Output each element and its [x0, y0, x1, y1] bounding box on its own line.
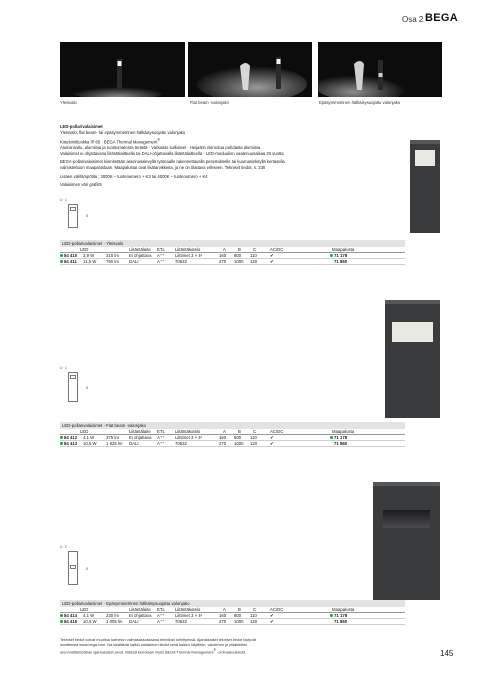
description-title: LED-pollarivalaisimet: [60, 124, 103, 129]
description-color-temp: Lisäen värilämpötila : 3000K – tuotenumero + K3 tai 4000K – tuotenumero + K4: [60, 173, 208, 179]
table-row: 84 414 4,1 W 230 lm Ei ohjattava A⁺⁺ Liittimet 3 × 4² 160 800 110 ✔ 71 178: [60, 613, 405, 619]
photo-general-light: [60, 42, 185, 97]
table-title: LED-pollarivalaisimet · Epäsymmetrinen hälkäisysuojattu valonjako: [60, 600, 405, 607]
photo-asymmetric: [318, 42, 442, 97]
table-header-row: LED Liitäntälaite ETL Liitäntäkotelo A B C AC/DC Maapalusta: [60, 247, 405, 253]
description-material: Alumiinivalu, alumiinia ja ruostumatonta terästä · Varkaisto sulkuteel · Heijastin ekirootua puhdasta alumiinia: [60, 145, 261, 151]
table-row: 84 415 10,5 W 1 005 lm DALI A⁺⁺ 70632 270 1000 120 ✔ 71 860: [60, 619, 405, 625]
table-row: 84 412 4,1 W 375 lm Ei ohjattava A⁺⁺ Liittimet 3 × 4² 160 800 110 ✔ 71 178: [60, 435, 405, 441]
description-line: Valaisimet ei ohjattavana liitäntälaitteella tai DALI-ohjattavalla liitäntälaitteella · LED-moduulien vaatenuusaikaa 20 vuotta: [60, 150, 284, 156]
photo-caption: Yleisvalo: [60, 100, 77, 105]
description-thermal: Kotelointiluokka IP 65 · BEGA Thermal Management®: [60, 138, 160, 145]
table-row: 84 411 11,5 W 790 lm DALI A⁺⁺ 70632 270 1000 120 ✔ 71 860: [60, 259, 405, 265]
table-header-row: LED Liitäntälaite ETL Liitäntäkotelo A B C AC/DC Maapalusta: [60, 429, 405, 435]
product-image-general: [410, 140, 440, 233]
product-image-asymmetric: [373, 482, 440, 600]
page-number: 145: [440, 649, 454, 658]
description-subtitle: Yleisvalo, flat beam- tai epäsymmetrinen hälkäisysuojattu valonjako: [60, 129, 186, 135]
footer-note: Tekniset tiedot voivat muuttua karheion valmasassuskaana tekniikan kehittyessä. Ajantasaiset tekniset tiedot löytyvät osoitteesta www.bega.com. Na sisältävät kaikki valaisimen tiedot sekä kaiken käyttöön, valotehon ja yhtäkieltön arennnältämpötilan ajantasaiset arvot. Näissä kerrotaan myös BEGA Thermal Management® -ominaisuuksista.: [60, 638, 257, 655]
table-header-row: LED Liitäntälaite ETL Liitäntäkotelo A B C AC/DC Maapalusta: [60, 607, 405, 613]
photo-flat-beam: [188, 42, 312, 97]
table-title: LED-pollarivalaisimet · Flat beam -valonjako: [60, 422, 405, 429]
description-color: Valaisimen väri grafiitti: [60, 182, 102, 188]
table-row: 84 410 3,9 W 310 lm Ei ohjattava A⁺⁺ Liittimet 3 × 4² 160 800 110 ✔ 71 178: [60, 253, 405, 259]
photo-caption: Epäsymmetrinen hälkäisysuojattu valonjako: [319, 100, 401, 105]
brand-logo: BEGA: [425, 12, 458, 24]
table-title: LED-pollarivalaisimet · Yleisvalo: [60, 240, 405, 247]
product-table: [60, 240, 405, 265]
product-table: [60, 600, 405, 625]
section-label: Osa 2: [402, 15, 424, 24]
product-image-flat-beam: [385, 300, 440, 418]
description-line: BEGA-pollarivalaisimet kiinnitetään asennusalevyllä tyämaalle rakennettavalle perustukselle tai kuumasinkityllä kertasella valmistettuun maapalustaan. Maapalustat ovat lisätarvikkeita, ja ne on tilattava erikseen. Tekniset tiedot, s. 230: [60, 159, 285, 170]
product-table: [60, 422, 405, 447]
dimension-drawing: A · C B: [60, 366, 100, 410]
dimension-drawing: A · C B: [60, 198, 100, 242]
photo-caption: Flat beam -valonjako: [190, 100, 229, 105]
product-description: [60, 124, 310, 188]
dimension-drawing: A · C B: [60, 545, 100, 589]
table-row: 84 413 10,5 W 1 825 lm DALI A⁺⁺ 70632 270 1000 120 ✔ 71 860: [60, 441, 405, 447]
